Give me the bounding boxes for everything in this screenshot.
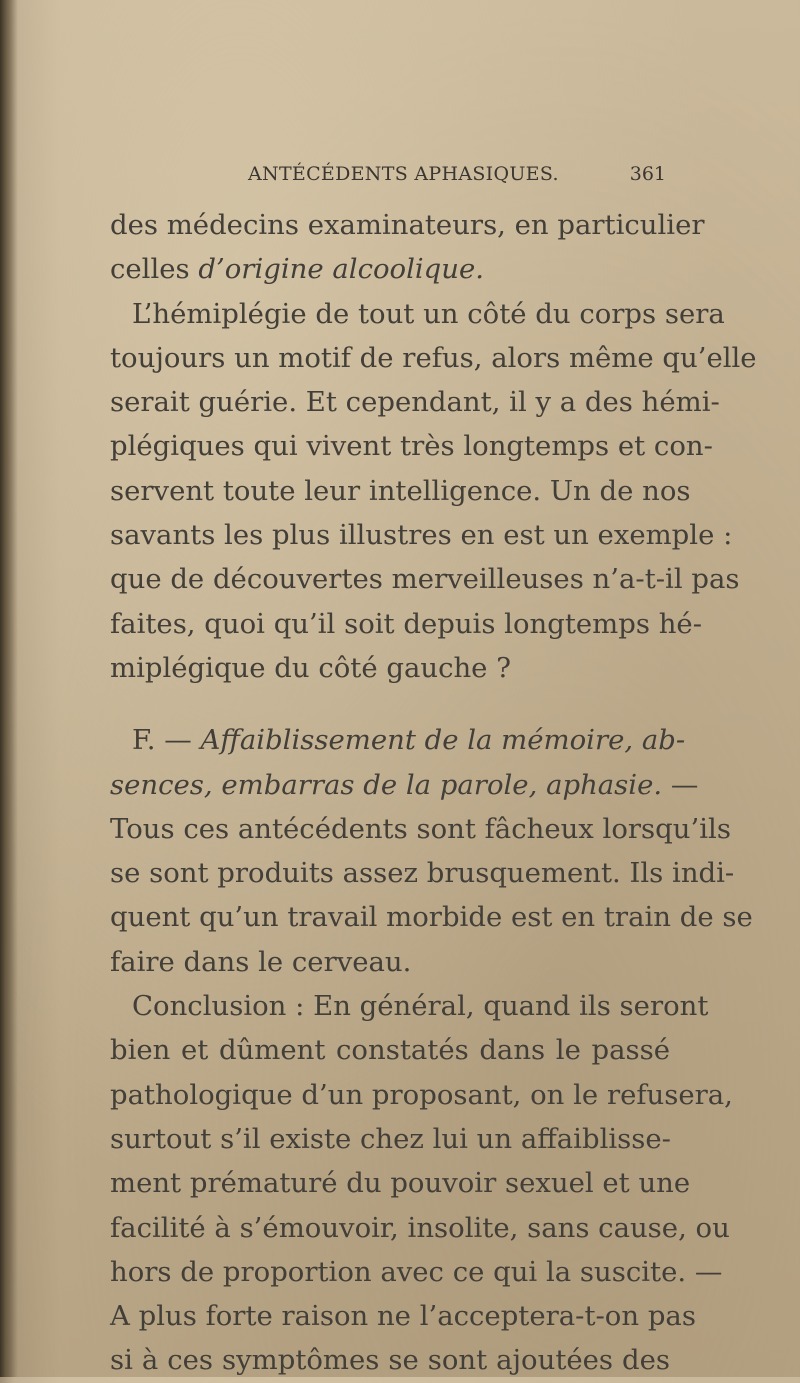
text-line: surtout s’il existe chez lui un affaiblisse- (110, 1122, 671, 1155)
text-line: miplégique du côté gauche ? (110, 651, 511, 684)
text-line: A plus forte raison ne l’acceptera-t-on pas (110, 1300, 696, 1333)
book-gutter-shadow (0, 0, 18, 1377)
section-gap (110, 690, 670, 718)
text-line: servent toute leur intelligence. Un de nos (110, 474, 691, 507)
text-line: pathologique d’un proposant, on le refusera, (110, 1078, 733, 1111)
text-line: ment prématuré du pouvoir sexuel et une (110, 1167, 691, 1200)
page-header (248, 163, 666, 193)
text-line: si à ces symptômes se sont ajoutées des (110, 1344, 670, 1377)
text-line: bien et dûment constatés dans le passé (110, 1034, 670, 1067)
text-line: quent qu’un travail morbide est en train de se (110, 901, 753, 934)
text-line: L’hémiplégie de tout un côté du corps sera (132, 297, 725, 330)
text-line: que de découvertes merveilleuses n’a-t-il pas (110, 563, 740, 596)
italic-run: sences, embarras de la parole, aphasie. (110, 768, 663, 801)
paragraph-2 (110, 292, 757, 691)
running-title: ANTÉCÉDENTS APHASIQUES. (248, 163, 559, 185)
text-line (110, 763, 699, 807)
text-line (110, 247, 670, 291)
text-line (110, 718, 686, 762)
paragraph-1 (110, 203, 705, 292)
text-line: savants les plus illustres en est un exemple : (110, 519, 733, 552)
text-line: hors de proportion avec ce qui la suscite. — (110, 1255, 723, 1288)
text-line: faire dans le cerveau. (110, 945, 412, 978)
text-line: plégiques qui vivent très longtemps et con- (110, 430, 713, 463)
italic-run: Affaiblissement de la mémoire, ab- (200, 724, 686, 757)
text-line: des médecins examinateurs, en particulier (110, 209, 705, 241)
text-line: serait guérie. Et cependant, il y a des hémi- (110, 386, 720, 419)
text-line: Conclusion : En général, quand ils seront (132, 990, 709, 1023)
text-run: celles (110, 253, 199, 286)
paragraph-4 (110, 984, 733, 1383)
section-letter: F. — (132, 724, 201, 757)
page-number: 361 (629, 163, 666, 185)
body-text (110, 203, 757, 1383)
paragraph-3 (110, 718, 753, 984)
text-line: se sont produits assez brusquement. Ils indi- (110, 857, 735, 890)
text-line: faites, quoi qu’il soit depuis longtemps hé- (110, 607, 702, 640)
text-run: — (662, 768, 699, 801)
italic-run: d’origine alcoolique. (198, 253, 485, 286)
text-line: Tous ces antécédents sont fâcheux lorsqu’ils (110, 812, 731, 845)
text-line: toujours un motif de refus, alors même qu’elle (110, 341, 757, 374)
text-line: facilité à s’émouvoir, insolite, sans cause, ou (110, 1211, 730, 1244)
